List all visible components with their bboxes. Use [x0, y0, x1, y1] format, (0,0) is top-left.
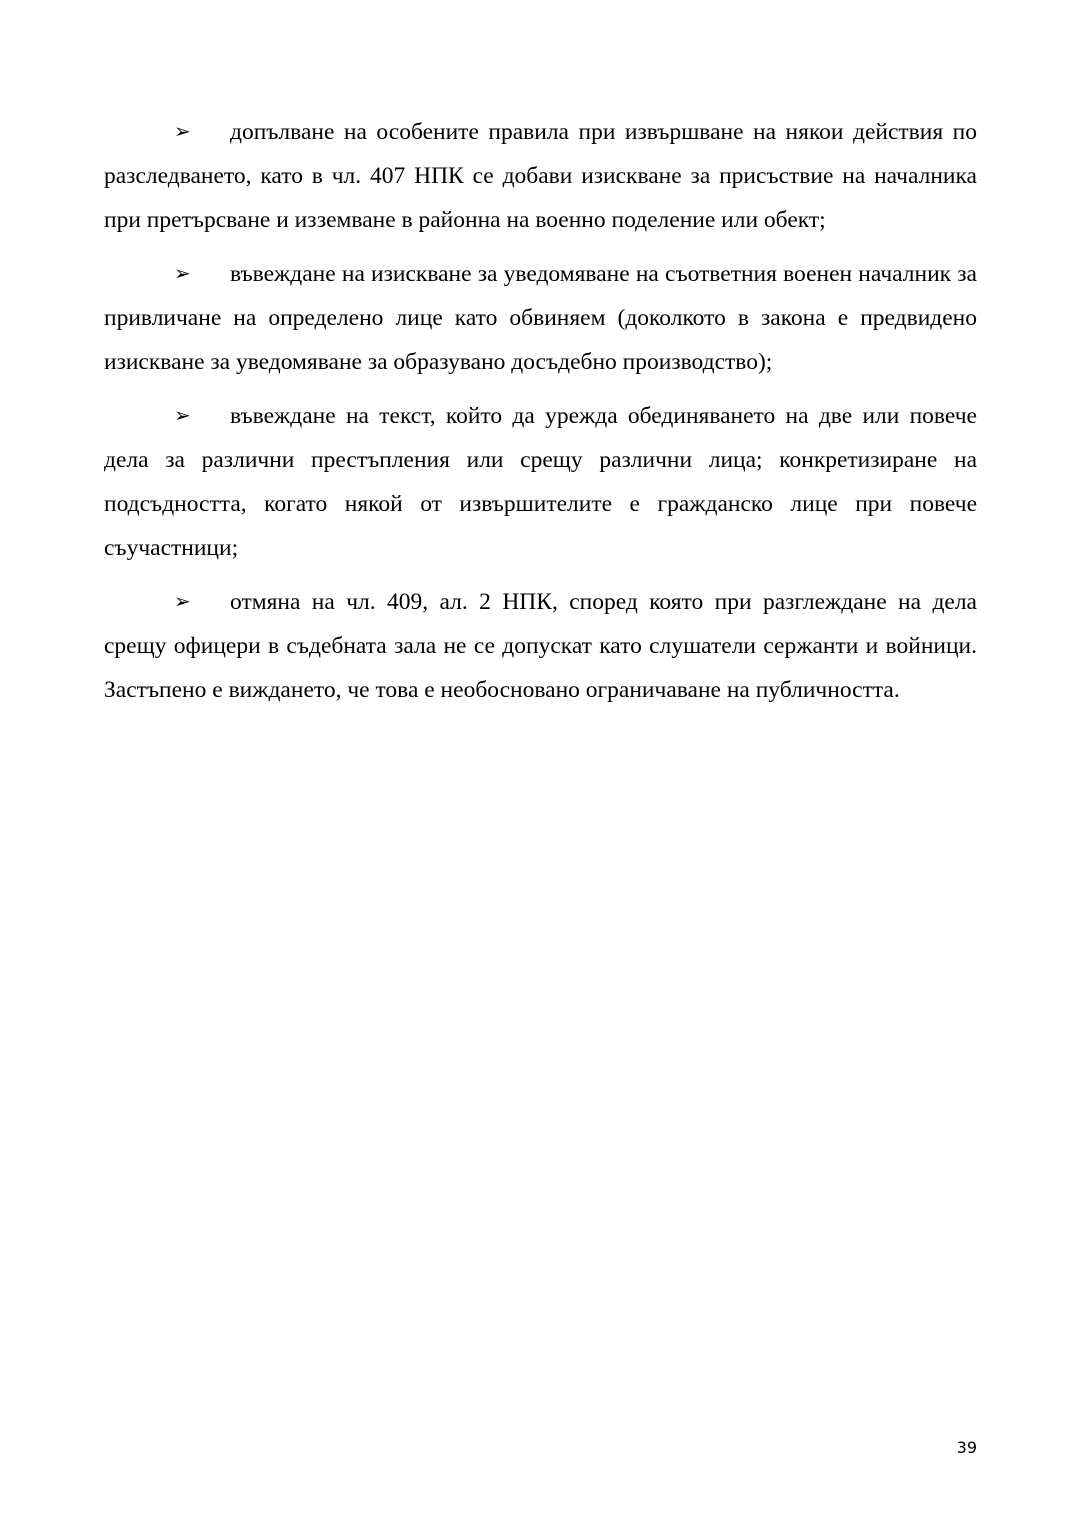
list-item-text: въвеждане на текст, който да урежда обединяването на две или повече дела за различни престъпления или срещу различни лица; конкретизиране на подсъдността, когато някой от извършителите е гражданско лице при повече съучастници;	[104, 403, 977, 561]
arrowhead-bullet-icon: ➢	[174, 589, 191, 613]
page-number: 39	[956, 1438, 977, 1457]
list-item	[104, 393, 977, 570]
list-item	[104, 109, 977, 242]
list-item-text: отмяна на чл. 409, ал. 2 НПК, според която при разглеждане на дела срещу офицери в съдебната зала не се допускат като слушатели сержанти и войници. Застъпено е виждането, че това е необосновано ограничаване на публичността.	[104, 589, 977, 703]
arrowhead-bullet-icon: ➢	[174, 119, 191, 143]
arrowhead-bullet-icon: ➢	[174, 403, 191, 427]
list-item	[104, 251, 977, 384]
body-text	[104, 109, 977, 721]
list-item-text: въвеждане на изискване за уведомяване на съответния военен началник за привличане на определено лице като обвиняем (доколкото в закона е предвидено изискване за уведомяване за образувано досъдебно производство);	[104, 261, 977, 375]
list-item-text: допълване на особените правила при извършване на някои действия по разследването, като в чл. 407 НПК се добави изискване за присъствие на началника при претърсване и изземване в районна на военно поделение или обект;	[104, 119, 977, 233]
list-item	[104, 579, 977, 712]
arrowhead-bullet-icon: ➢	[174, 261, 191, 285]
